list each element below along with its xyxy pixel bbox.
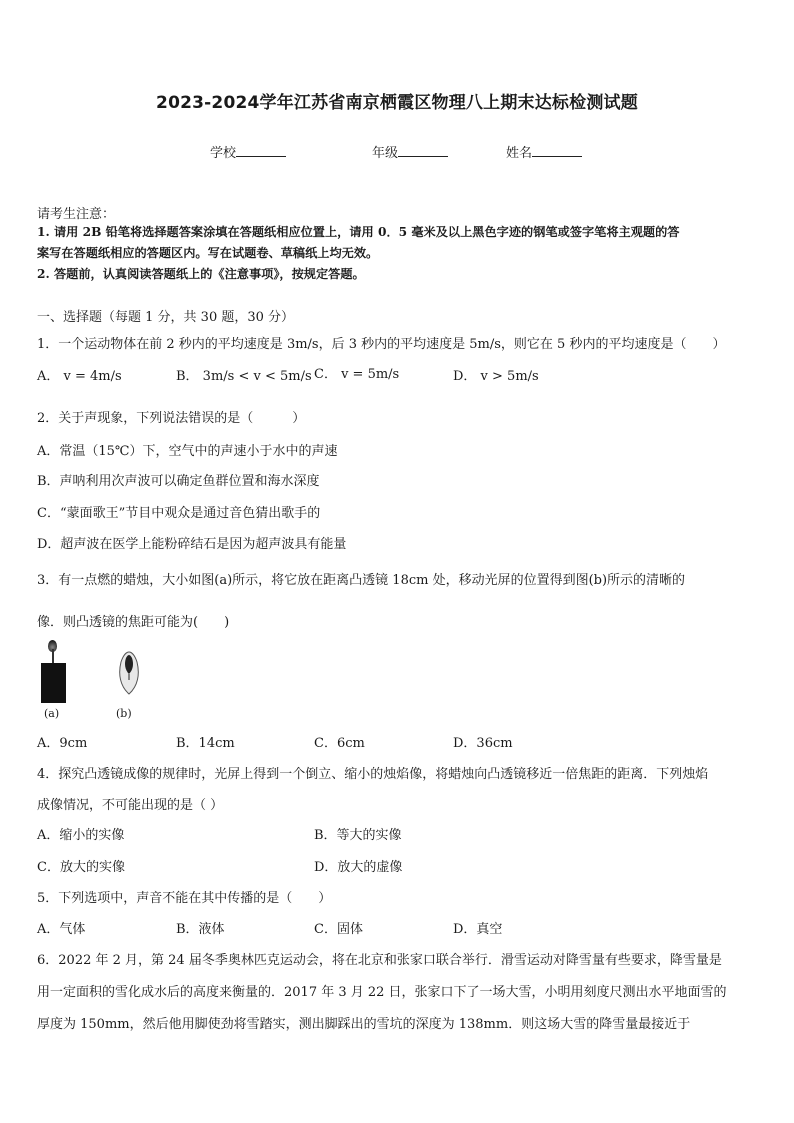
section-heading: 一、选择题（每题 1 分，共 30 题，30 分） bbox=[37, 310, 295, 325]
q6-stem-line-3: 厚度为 150mm，然后他用脚使劲将雪踏实，测出脚踩出的雪坑的深度为 138mm．则这场大雪的降雪量最接近于 bbox=[37, 1017, 691, 1032]
inverted-flame-image-b bbox=[116, 650, 142, 696]
grade-label: 年级 bbox=[372, 146, 399, 161]
q5-option-d[interactable]: D．真空 bbox=[453, 922, 503, 937]
candle-wick bbox=[52, 649, 54, 663]
name-field[interactable] bbox=[506, 142, 582, 161]
q2-option-a[interactable]: A．常温（15℃）下，空气中的声速小于水中的声速 bbox=[37, 444, 338, 459]
candle-body bbox=[41, 663, 66, 703]
notice-line-1a: 1. 请用 2B 铅笔将选择题答案涂填在答题纸相应位置上，请用 0．5 毫米及以上黑色字迹的钢笔或签字笔将主观题的答 bbox=[37, 225, 680, 239]
q4-option-b[interactable]: B．等大的实像 bbox=[314, 828, 402, 843]
q2-option-b[interactable]: B．声呐利用次声波可以确定鱼群位置和海水深度 bbox=[37, 474, 320, 489]
name-blank[interactable] bbox=[532, 144, 582, 157]
notice-line-1b: 案写在答题纸相应的答题区内。写在试题卷、草稿纸上均无效。 bbox=[37, 246, 379, 260]
school-blank[interactable] bbox=[236, 144, 286, 157]
q4-stem-line-2: 成像情况，不可能出现的是（ ） bbox=[37, 798, 224, 813]
q1-stem: 1．一个运动物体在前 2 秒内的平均速度是 3m/s，后 3 秒内的平均速度是 5m/s，则它在 5 秒内的平均速度是（ ） bbox=[37, 337, 726, 352]
q4-option-d[interactable]: D．放大的虚像 bbox=[314, 860, 403, 875]
q3-option-c[interactable]: C．6cm bbox=[314, 736, 365, 751]
page-title: 2023-2024学年江苏省南京栖霞区物理八上期末达标检测试题 bbox=[156, 93, 638, 113]
q2-stem: 2．关于声现象，下列说法错误的是（ ） bbox=[37, 411, 306, 426]
q1-option-b[interactable]: B． 3m/s < v < 5m/s bbox=[176, 369, 312, 384]
q5-option-b[interactable]: B．液体 bbox=[176, 922, 225, 937]
q5-option-a[interactable]: A．气体 bbox=[37, 922, 86, 937]
q1-option-a[interactable]: A． v = 4m/s bbox=[37, 369, 122, 384]
q2-option-c[interactable]: C．“蒙面歌王”节目中观众是通过音色猜出歌手的 bbox=[37, 506, 321, 521]
q4-option-c[interactable]: C．放大的实像 bbox=[37, 860, 125, 875]
grade-field[interactable] bbox=[372, 142, 448, 161]
q1-option-c[interactable]: C． v = 5m/s bbox=[314, 367, 400, 382]
q1-option-d[interactable]: D． v > 5m/s bbox=[453, 369, 539, 384]
name-label: 姓名 bbox=[506, 146, 533, 161]
notice-line-2: 2. 答题前，认真阅读答题纸上的《注意事项》，按规定答题。 bbox=[37, 267, 365, 281]
q4-stem-line-1: 4．探究凸透镜成像的规律时，光屏上得到一个倒立、缩小的烛焰像，将蜡烛向凸透镜移近一倍焦距的距离．下列烛焰 bbox=[37, 767, 709, 782]
q6-stem-line-1: 6．2022 年 2 月，第 24 届冬季奥林匹克运动会，将在北京和张家口联合举行．滑雪运动对降雪量有些要求，降雪量是 bbox=[37, 953, 722, 968]
q3-stem-line-2: 像．则凸透镜的焦距可能为( ) bbox=[37, 615, 230, 630]
q3-option-d[interactable]: D．36cm bbox=[453, 736, 513, 751]
grade-blank[interactable] bbox=[398, 144, 448, 157]
q5-stem: 5．下列选项中，声音不能在其中传播的是（ ） bbox=[37, 891, 332, 906]
figure-a-caption: (a) bbox=[44, 707, 60, 720]
q6-stem-line-2: 用一定面积的雪化成水后的高度来衡量的．2017 年 3 月 22 日，张家口下了一场大雪，小明用刻度尺测出水平地面雪的 bbox=[37, 985, 727, 1000]
school-label: 学校 bbox=[210, 146, 237, 161]
q3-option-b[interactable]: B．14cm bbox=[176, 736, 235, 751]
notice-heading: 请考生注意： bbox=[37, 207, 116, 222]
q3-option-a[interactable]: A．9cm bbox=[37, 736, 88, 751]
q2-option-d[interactable]: D．超声波在医学上能粉碎结石是因为超声波具有能量 bbox=[37, 537, 347, 552]
q3-stem-line-1: 3．有一点燃的蜡烛，大小如图(a)所示，将它放在距离凸透镜 18cm 处，移动光屏的位置得到图(b)所示的清晰的 bbox=[37, 573, 686, 588]
q5-option-c[interactable]: C．固体 bbox=[314, 922, 363, 937]
q4-option-a[interactable]: A．缩小的实像 bbox=[37, 828, 125, 843]
school-field[interactable] bbox=[210, 142, 286, 161]
figure-b-caption: (b) bbox=[116, 707, 132, 720]
